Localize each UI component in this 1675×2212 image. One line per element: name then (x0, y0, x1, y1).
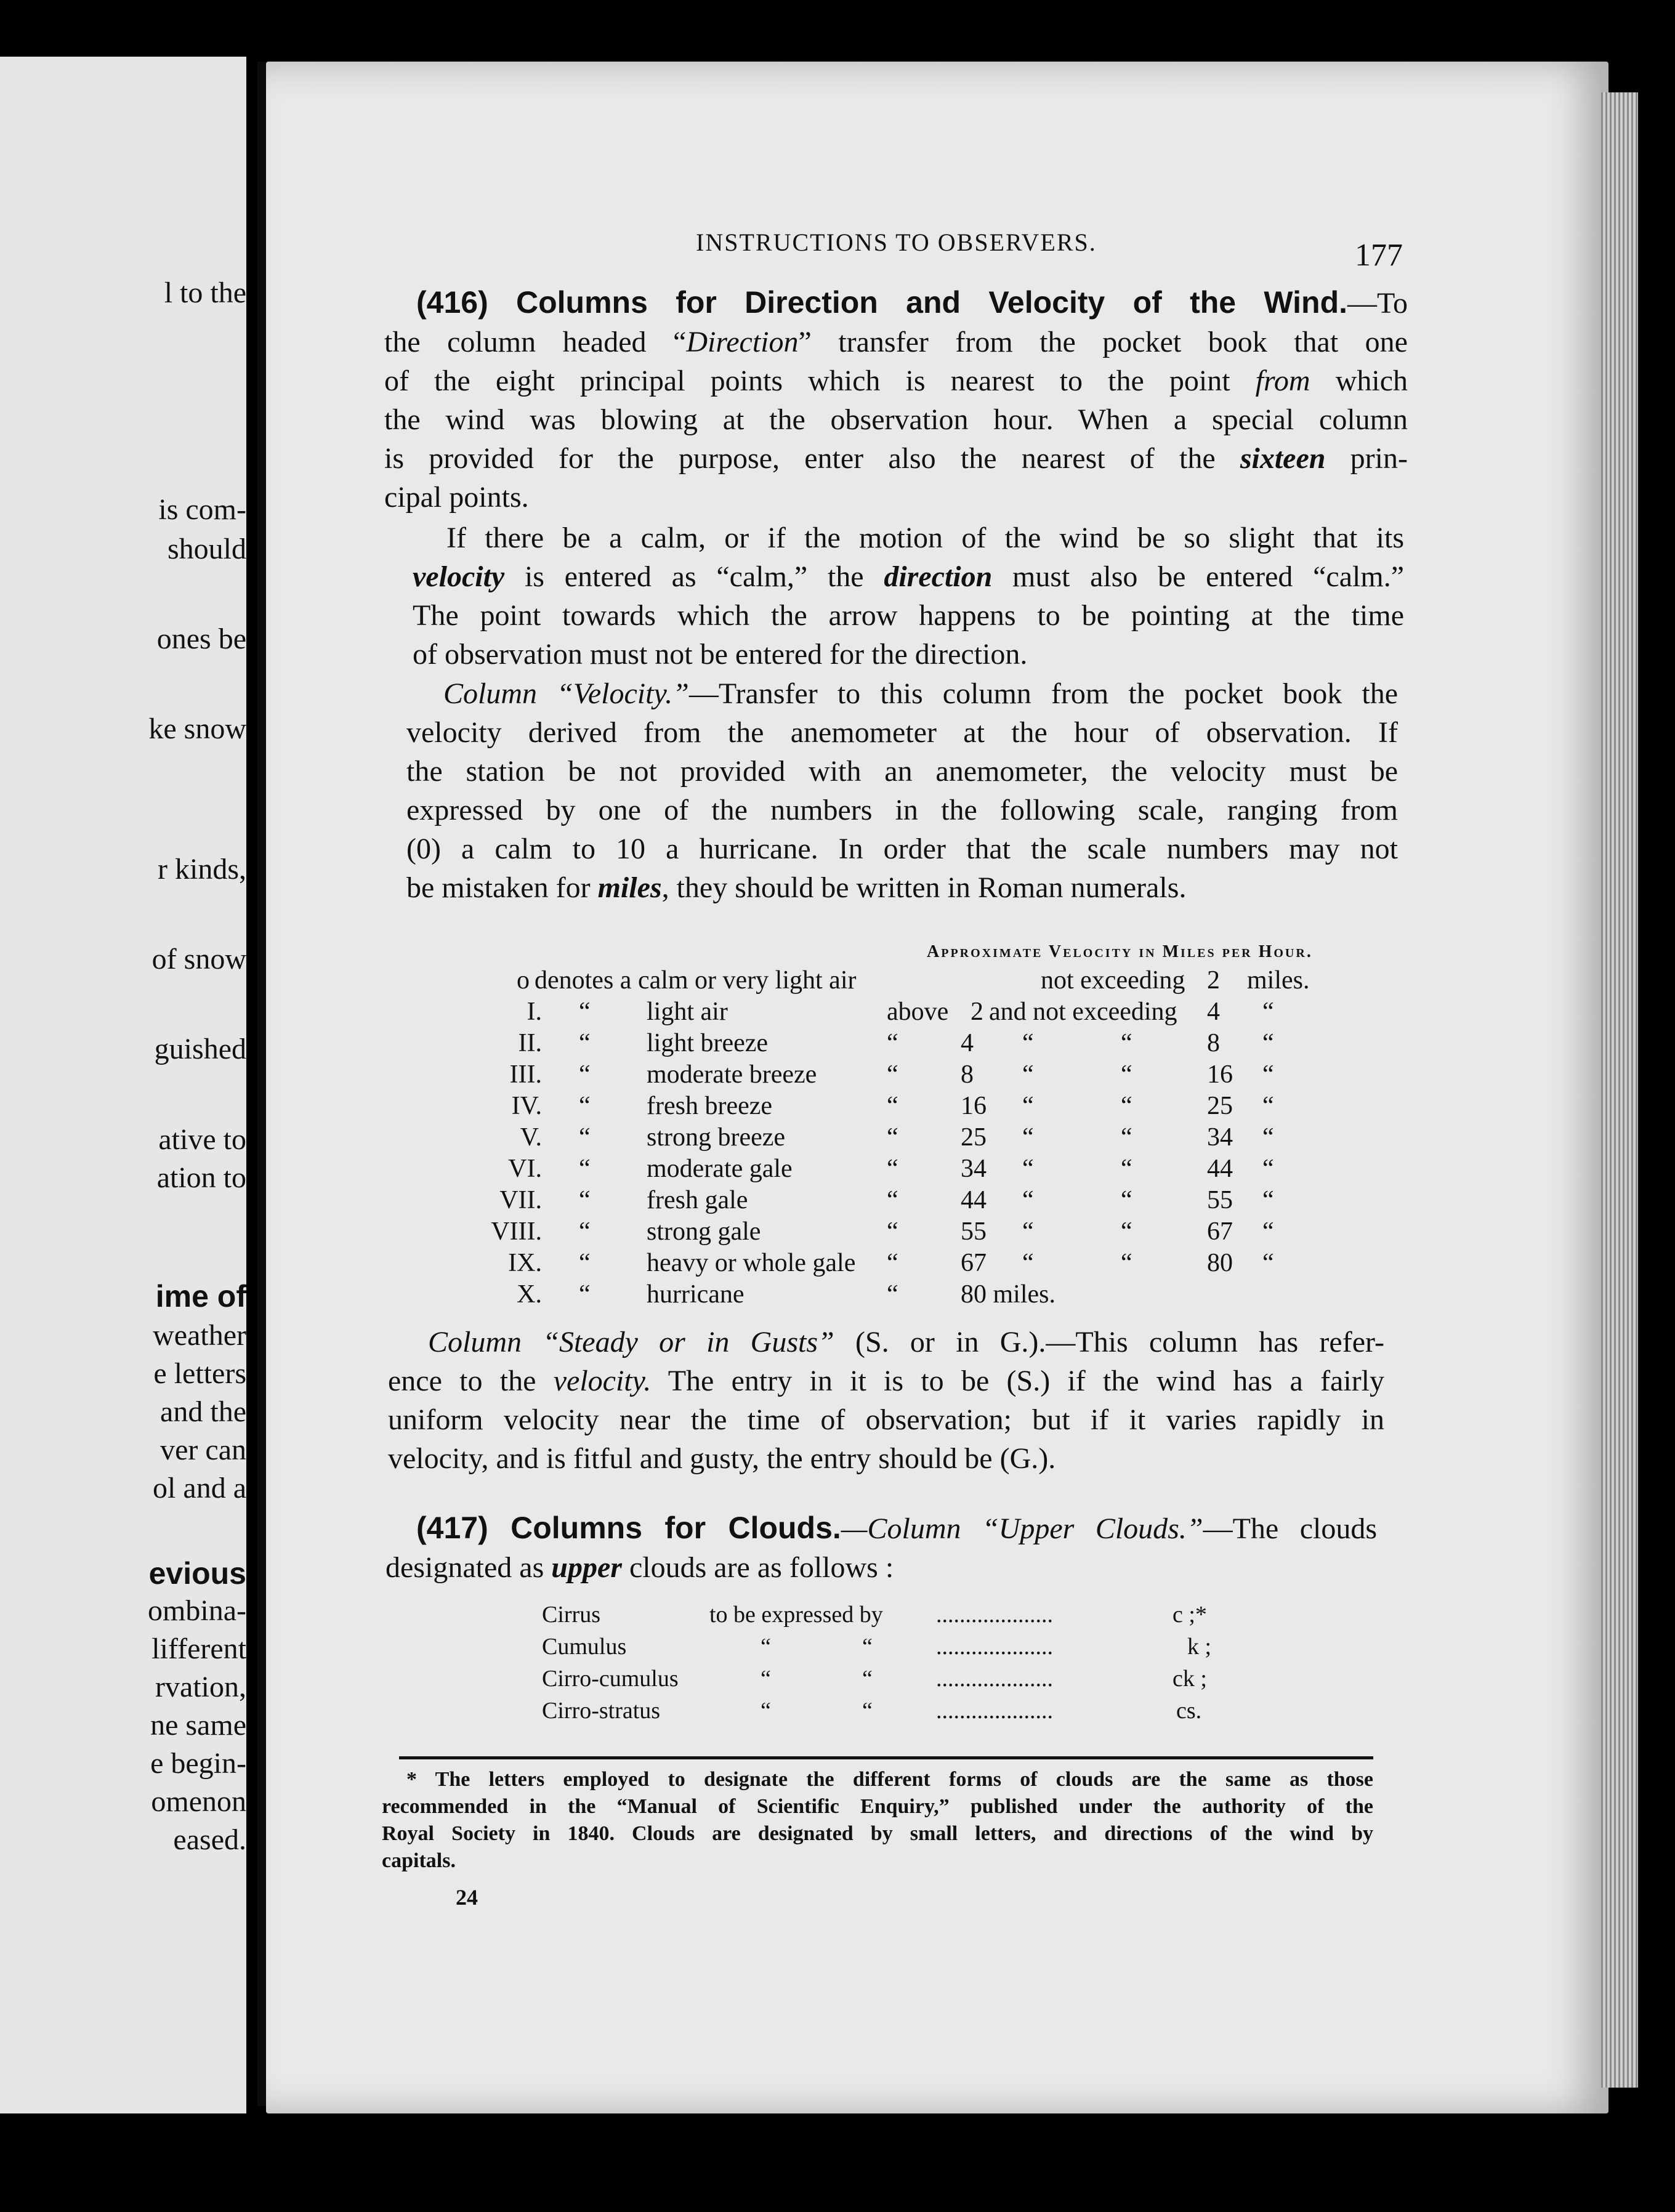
scale-from-value: 44 (961, 1186, 987, 1214)
cloud-name: Cirro-cumulus (542, 1666, 679, 1692)
dot-leader: .................... (936, 1634, 1053, 1660)
dot-leader: .................... (936, 1602, 1053, 1628)
ditto-mark: “ (579, 1155, 591, 1183)
table-row (468, 1028, 1342, 1060)
scale-from-value: 34 (961, 1155, 987, 1183)
text-line: If there be a calm, or if the motion of the wind be so slight that its (446, 522, 1404, 554)
text-line: velocity derived from the anemometer at the hour of observation. If (406, 716, 1398, 749)
ditto-mark: “ (1262, 1029, 1274, 1057)
ditto-mark: “ (1262, 1155, 1274, 1183)
scale-number: III. (509, 1060, 542, 1089)
dot-leader: .................... (936, 1698, 1053, 1724)
text-run: , they should be written in Roman numerals. (661, 871, 1187, 904)
text-run: —To (1347, 287, 1408, 320)
text-run: designated as (385, 1551, 552, 1584)
ditto-mark: “ (862, 1698, 873, 1724)
scale-name: strong breeze (647, 1123, 786, 1152)
ditto-mark: “ (579, 1029, 591, 1057)
table-row (468, 1185, 1342, 1217)
cloud-code: ck ; (1172, 1666, 1207, 1692)
left-text-line: e letters (153, 1357, 246, 1390)
ditto-mark: “ (1262, 1217, 1274, 1246)
ditto-mark: “ (887, 1280, 898, 1309)
left-text-line: ones be (156, 623, 246, 655)
cloud-code: k ; (1187, 1634, 1212, 1660)
footnote-line: * The letters employed to designate the different forms of clouds are the same as those (406, 1768, 1373, 1791)
wind-scale-table (468, 966, 1342, 1311)
page-number: 177 (1355, 238, 1403, 273)
footnote (382, 1766, 1373, 1875)
text-line: uniform velocity near the time of observation; but if it varies rapidly in (388, 1403, 1384, 1436)
ditto-mark: “ (1262, 1186, 1274, 1214)
gusts-paragraph (388, 1323, 1384, 1478)
left-text-line: ombina- (148, 1594, 246, 1627)
table-row (542, 1665, 1379, 1697)
left-text-line: ol and a (153, 1472, 246, 1504)
ditto-mark: “ (1022, 1155, 1034, 1183)
scale-name: strong gale (647, 1217, 761, 1246)
left-text-line: is com- (158, 493, 246, 526)
section-417-title: (417) Columns for Clouds. (416, 1511, 841, 1545)
ditto-mark: “ (1121, 1123, 1132, 1152)
ditto-mark: “ (1022, 1217, 1034, 1246)
ditto-mark: “ (1121, 1060, 1132, 1089)
scale-to-value: 4 (1207, 998, 1220, 1026)
ditto-mark: “ (1262, 998, 1274, 1026)
scale-name: moderate gale (647, 1155, 793, 1183)
table-row (468, 1091, 1342, 1123)
text-line: velocity, and is fitful and gusty, the entry should be (G.). (388, 1442, 1056, 1475)
scale-to-value: 16 (1207, 1060, 1233, 1089)
italic-run: sixteen (1240, 442, 1326, 475)
scale-range-text: and not exceeding (989, 998, 1177, 1026)
text-run: prin- (1325, 442, 1408, 475)
scale-from-value: 16 (961, 1092, 987, 1120)
left-text-line: ation to (156, 1161, 246, 1194)
text-run: ence to the (388, 1365, 554, 1397)
table-row (468, 997, 1342, 1028)
left-text-line: guished (154, 1033, 246, 1065)
scale-prefix: above (887, 998, 949, 1026)
running-header: INSTRUCTIONS TO OBSERVERS. (696, 228, 1097, 256)
italic-run: miles (597, 871, 662, 904)
scale-number: VIII. (491, 1217, 542, 1246)
left-text-line: of snow (151, 943, 246, 975)
text-run: the column headed “ (384, 326, 687, 358)
left-text-line: l to the (164, 276, 246, 309)
scale-to-value: 44 (1207, 1155, 1233, 1183)
table-row (468, 1123, 1342, 1154)
ditto-mark: “ (887, 1060, 898, 1089)
footnote-line: capitals. (382, 1849, 456, 1872)
ditto-mark: “ (579, 1217, 591, 1246)
text-run: must also be entered “calm.” (992, 560, 1405, 593)
left-text-line: e begin- (150, 1747, 246, 1780)
scale-to-value: 34 (1207, 1123, 1233, 1152)
scale-from-value: 8 (961, 1060, 974, 1089)
text-run: is entered as “calm,” the (504, 560, 884, 593)
scale-number: IX. (508, 1249, 542, 1277)
ditto-mark: “ (579, 1123, 591, 1152)
scale-number: X. (517, 1280, 542, 1309)
left-text-line: ime of (155, 1279, 246, 1314)
scale-from-value: 4 (961, 1029, 974, 1057)
scale-to-value: 67 (1207, 1217, 1233, 1246)
footnote-line: recommended in the “Manual of Scientific Enquiry,” published under the authority of the (382, 1795, 1373, 1818)
left-text-line: and the (160, 1395, 246, 1428)
ditto-mark: “ (887, 1029, 898, 1057)
ditto-mark: “ (579, 1060, 591, 1089)
text-line: expressed by one of the numbers in the following scale, ranging from (406, 794, 1398, 826)
text-run: ” transfer from the pocket book that one (798, 326, 1408, 358)
scale-from-value: 2 (971, 998, 983, 1026)
italic-run: Column “Velocity.” (443, 677, 689, 710)
section-417-paragraph (385, 1509, 1377, 1587)
text-line: the station be not provided with an anemometer, the velocity must be (406, 755, 1398, 788)
text-run: —The clouds (1203, 1512, 1378, 1545)
left-text-line: weather (153, 1319, 246, 1352)
section-416-title: (416) Columns for Direction and Velocity of the Wind. (416, 285, 1348, 320)
text-line: the wind was blowing at the observation hour. When a special column (384, 403, 1408, 436)
left-text-line: eased. (173, 1823, 246, 1856)
text-run: be mistaken for (406, 871, 598, 904)
left-text-line: should (167, 533, 246, 565)
dot-leader: .................... (936, 1666, 1053, 1692)
text-run: of the eight principal points which is nearest to the point (384, 365, 1256, 397)
cloud-name: Cirrus (542, 1602, 600, 1628)
page-edges (1601, 92, 1638, 2088)
ditto-mark: “ (1022, 1249, 1034, 1277)
italic-run: velocity (413, 560, 505, 593)
ditto-mark: “ (579, 1092, 591, 1120)
cloud-instruction: to be expressed by (709, 1602, 883, 1628)
ditto-mark: “ (887, 1217, 898, 1246)
ditto-mark: “ (1121, 1217, 1132, 1246)
table-row (542, 1697, 1379, 1729)
scale-to-value: 80 (1207, 1249, 1233, 1277)
ditto-mark: “ (761, 1634, 771, 1660)
ditto-mark: “ (761, 1666, 771, 1692)
scale-number: II. (518, 1029, 542, 1057)
ditto-mark: “ (887, 1123, 898, 1152)
table-row (468, 1217, 1342, 1248)
ditto-mark: “ (1262, 1060, 1274, 1089)
italic-run: from (1255, 365, 1310, 397)
text-run: is provided for the purpose, enter also the nearest of the (384, 442, 1240, 475)
ditto-mark: “ (1022, 1029, 1034, 1057)
text-line: The point towards which the arrow happens to be pointing at the time (413, 599, 1404, 632)
left-text-line: ne same (150, 1709, 246, 1742)
text-run: which (1310, 365, 1408, 397)
italic-run: direction (884, 560, 993, 593)
scale-name: fresh gale (647, 1186, 748, 1214)
cloud-code: c ;* (1172, 1602, 1207, 1628)
section-416-paragraph-2 (413, 519, 1404, 674)
cloud-code: cs. (1176, 1698, 1202, 1724)
table-row (468, 966, 1342, 997)
scale-name: hurricane (647, 1280, 745, 1309)
ditto-mark: “ (579, 1249, 591, 1277)
text-line: (0) a calm to 10 a hurricane. In order that the scale numbers may not (406, 833, 1398, 865)
ditto-mark: “ (862, 1666, 873, 1692)
ditto-mark: “ (1262, 1249, 1274, 1277)
ditto-mark: “ (1121, 1186, 1132, 1214)
scale-caption: Approximate Velocity in Miles per Hour. (927, 942, 1313, 961)
italic-run: —Column “Upper Clouds.” (841, 1512, 1203, 1545)
table-row (542, 1601, 1379, 1633)
ditto-mark: “ (761, 1698, 771, 1724)
scale-from-value: 67 (961, 1249, 987, 1277)
text-run: (S. or in G.).—This column has refer- (834, 1326, 1385, 1358)
italic-run: Direction (686, 326, 799, 358)
ditto-mark: “ (1022, 1186, 1034, 1214)
left-page-fragment (0, 57, 246, 2113)
table-row (542, 1633, 1379, 1665)
scale-name: light air (647, 998, 728, 1026)
left-text-line: omenon (151, 1785, 246, 1818)
text-line: of observation must not be entered for the direction. (413, 638, 1028, 671)
scale-to-value: 25 (1207, 1092, 1233, 1120)
scale-name: moderate breeze (647, 1060, 817, 1089)
signature-mark: 24 (456, 1885, 478, 1910)
ditto-mark: “ (887, 1092, 898, 1120)
ditto-mark: “ (579, 1186, 591, 1214)
ditto-mark: “ (579, 1280, 591, 1309)
scale-to-value: 2 (1207, 966, 1220, 995)
ditto-mark: “ (887, 1249, 898, 1277)
italic-run: Column “Steady or in Gusts” (428, 1326, 834, 1358)
cloud-name: Cumulus (542, 1634, 627, 1660)
text-run: clouds are as follows : (621, 1551, 894, 1584)
ditto-mark: “ (862, 1634, 873, 1660)
ditto-mark: “ (887, 1186, 898, 1214)
cloud-name: Cirro-stratus (542, 1698, 661, 1724)
scale-to-value: 55 (1207, 1186, 1233, 1214)
ditto-mark: “ (1121, 1029, 1132, 1057)
scale-name: fresh breeze (647, 1092, 773, 1120)
scale-to-value: 8 (1207, 1029, 1220, 1057)
left-text-line: r kinds, (158, 853, 246, 886)
section-416-paragraph-3 (406, 674, 1398, 907)
text-line: cipal points. (384, 481, 529, 514)
left-text-line: ative to (158, 1123, 246, 1156)
scale-from-value: 80 miles. (961, 1280, 1055, 1309)
scale-name: heavy or whole gale (647, 1249, 856, 1277)
ditto-mark: “ (1262, 1123, 1274, 1152)
scale-number: o (517, 966, 530, 995)
left-text-line: ver can (160, 1434, 246, 1466)
ditto-mark: “ (1121, 1092, 1132, 1120)
ditto-mark: “ (1022, 1123, 1034, 1152)
ditto-mark: “ (887, 1155, 898, 1183)
footnote-rule (399, 1756, 1373, 1759)
ditto-mark: “ (1022, 1060, 1034, 1089)
table-row (468, 1154, 1342, 1185)
left-text-line: ke snow (148, 712, 246, 745)
table-row (468, 1248, 1342, 1280)
table-row (468, 1060, 1342, 1091)
scale-number: VI. (508, 1155, 542, 1183)
scale-description: denotes a calm or very light air (535, 966, 857, 995)
scale-name: light breeze (647, 1029, 769, 1057)
text-run: The entry in it is to be (S.) if the wind has a fairly (651, 1365, 1385, 1397)
ditto-mark: “ (579, 998, 591, 1026)
scale-number: V. (520, 1123, 542, 1152)
ditto-mark: “ (1262, 1092, 1274, 1120)
ditto-mark: “ (1121, 1155, 1132, 1183)
italic-run: velocity. (553, 1365, 652, 1397)
ditto-mark: “ (1121, 1249, 1132, 1277)
scale-unit: miles. (1247, 966, 1310, 995)
italic-run: upper (551, 1551, 622, 1584)
scale-number: I. (527, 998, 542, 1026)
text-run: —Transfer to this column from the pocket book the (688, 677, 1398, 710)
scale-range-text: not exceeding (1041, 966, 1185, 995)
left-text-line: lifferent (151, 1633, 246, 1665)
gutter-rule (257, 62, 266, 2106)
section-416-paragraph-1 (384, 283, 1408, 517)
left-text-line: evious (148, 1556, 246, 1591)
scale-from-value: 25 (961, 1123, 987, 1152)
scale-from-value: 55 (961, 1217, 987, 1246)
left-text-line: rvation, (155, 1671, 246, 1703)
footnote-line: Royal Society in 1840. Clouds are designated by small letters, and directions of the wind by (382, 1822, 1373, 1845)
scale-number: IV. (511, 1092, 542, 1120)
scale-number: VII. (499, 1186, 542, 1214)
table-row (468, 1280, 1342, 1311)
cloud-codes-table (542, 1601, 1379, 1729)
ditto-mark: “ (1022, 1092, 1034, 1120)
